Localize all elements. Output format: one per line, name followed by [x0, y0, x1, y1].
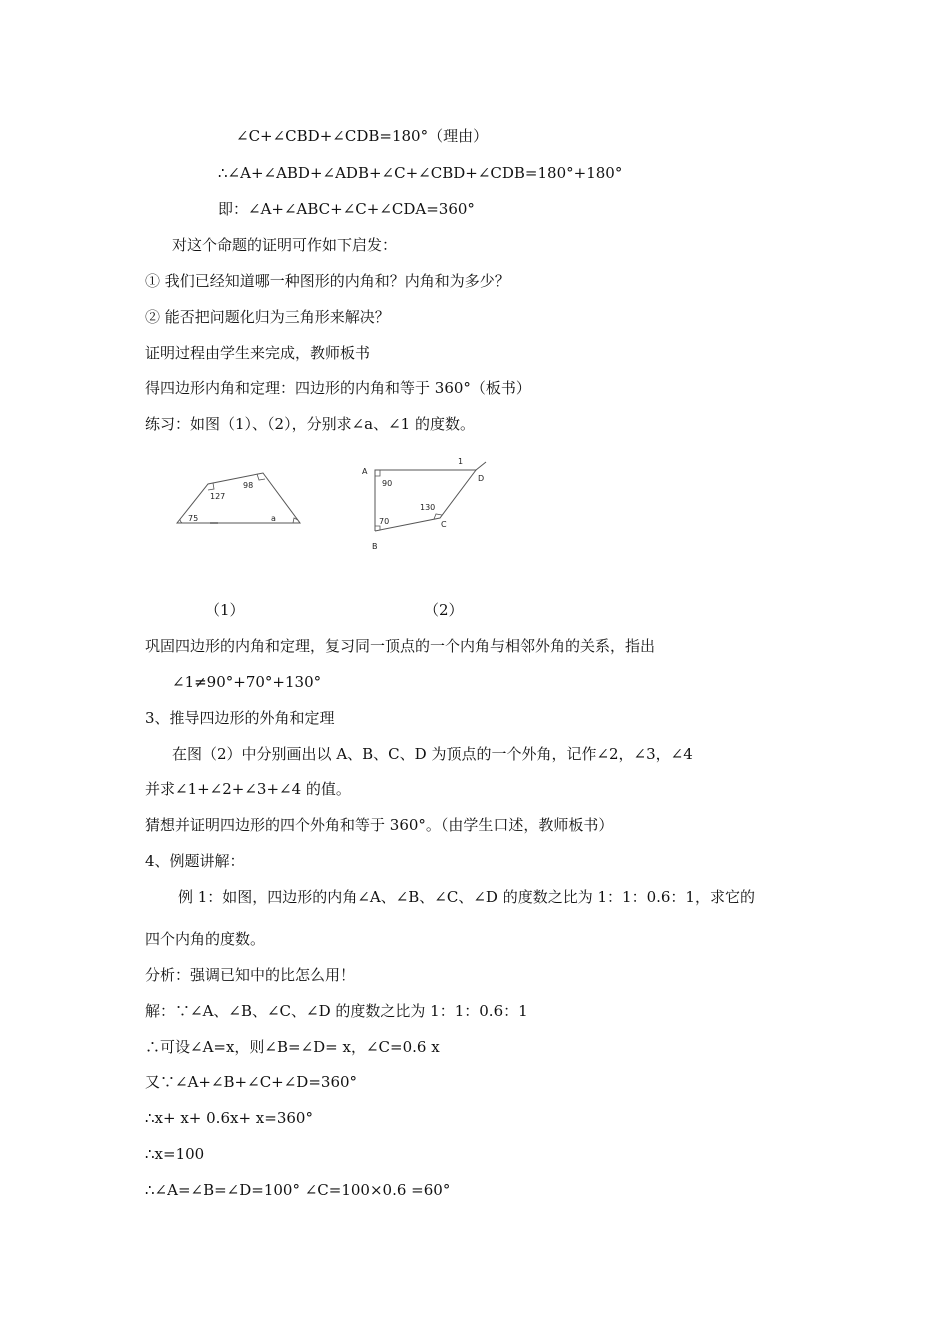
figure-1-caption: （1）: [205, 601, 245, 619]
text-line-12: 3、推导四边形的外角和定理: [145, 709, 335, 727]
text-line-18: 四个内角的度数。: [145, 930, 266, 948]
label-75: 75: [188, 514, 199, 523]
vertex-C-label: C: [441, 520, 447, 529]
text-line-11: ∠1≠90°+70°+130°: [172, 673, 322, 691]
text-line-23: ∴x+ x+ 0.6x+ x=360°: [145, 1109, 313, 1127]
text-line-16: 4、例题讲解：: [145, 852, 245, 870]
label-a: a: [271, 514, 276, 523]
figure-1: [170, 462, 310, 532]
text-line-20: 解：∵∠A、∠B、∠C、∠D 的度数之比为 1：1：0.6：1: [145, 1002, 528, 1020]
figure-2: [356, 452, 496, 552]
text-line-5: ① 我们已经知道哪一种图形的内角和？内角和为多少？: [145, 272, 510, 290]
label-90: 90: [382, 479, 393, 488]
text-line-9: 练习：如图（1）、（2），分别求∠a、∠1 的度数。: [145, 415, 475, 433]
vertex-D-label: D: [478, 474, 485, 483]
text-line-21: ∴可设∠A=x，则∠B=∠D= x，∠C=0.6 x: [145, 1038, 440, 1056]
label-angle-1: 1: [458, 457, 464, 466]
text-line-6: ② 能否把问题化归为三角形来解决？: [145, 308, 390, 326]
vertex-A-label: A: [362, 467, 368, 476]
text-line-3: 即：∠A+∠ABC+∠C+∠CDA=360°: [218, 200, 475, 218]
label-130: 130: [420, 503, 436, 512]
text-line-4: 对这个命题的证明可作如下启发：: [172, 236, 398, 254]
text-line-10: 巩固四边形的内角和定理，复习同一顶点的一个内角与相邻外角的关系，指出: [145, 637, 656, 655]
text-line-7: 证明过程由学生来完成，教师板书: [145, 344, 371, 362]
text-line-22: 又∵∠A+∠B+∠C+∠D=360°: [145, 1073, 358, 1091]
text-line-8: 得四边形内角和定理：四边形的内角和等于 360°（板书）: [145, 379, 531, 397]
figure-2-caption: （2）: [424, 601, 464, 619]
text-line-1: ∠C+∠CBD+∠CDB=180°（理由）: [236, 127, 489, 145]
text-line-2: ∴∠A+∠ABD+∠ADB+∠C+∠CBD+∠CDB=180°+180°: [218, 164, 623, 182]
text-line-17: 例 1：如图，四边形的内角∠A、∠B、∠C、∠D 的度数之比为 1：1：0.6：1，求它的: [178, 888, 755, 906]
vertex-B-label: B: [372, 542, 378, 551]
text-line-15: 猜想并证明四边形的四个外角和等于 360°。（由学生口述，教师板书）: [145, 816, 614, 834]
text-line-13: 在图（2）中分别画出以 A、B、C、D 为顶点的一个外角，记作∠2，∠3，∠4: [172, 745, 693, 763]
label-98: 98: [243, 481, 254, 490]
text-line-14: 并求∠1+∠2+∠3+∠4 的值。: [145, 780, 351, 798]
text-line-24: ∴x=100: [145, 1145, 205, 1163]
text-line-25: ∴∠A=∠B=∠D=100° ∠C=100×0.6 =60°: [145, 1181, 451, 1199]
text-line-19: 分析：强调已知中的比怎么用！: [145, 966, 356, 984]
label-127: 127: [210, 492, 226, 501]
label-70: 70: [379, 517, 390, 526]
